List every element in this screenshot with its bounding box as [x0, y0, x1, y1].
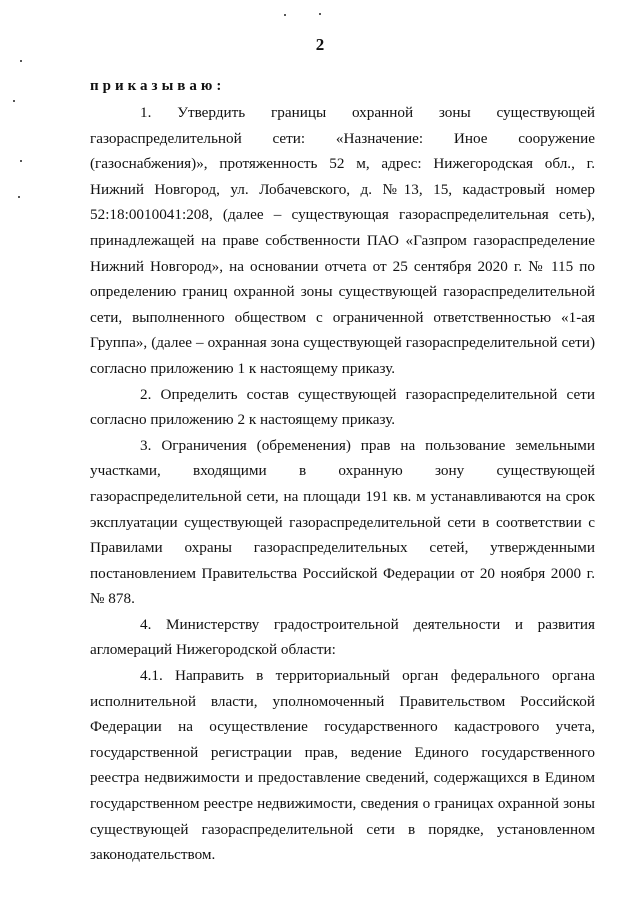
scan-speck [20, 160, 22, 162]
paragraph-2: 2. Определить состав существующей газораспределительной сети согласно приложению 2 к настоящему приказу. [90, 385, 595, 429]
scan-speck [20, 60, 22, 62]
document-body [90, 100, 595, 868]
order-heading: приказываю: [90, 78, 226, 94]
scan-speck [18, 196, 20, 198]
scan-speck [13, 100, 15, 102]
paragraph-4-1: 4.1. Направить в территориальный орган федерального органа исполнительной власти, уполномоченный Правительством Российской Федерации на осуществление государственного кадастрового учета, государственной регистрации прав, ведение Единого государственного реестра недвижимости и предоставление сведений, содержащихся в Едином государственном реестре недвижимости, сведения о границах охранной зоны существующей газораспределительной сети в порядке, установленном законодательством. [90, 667, 595, 864]
scan-speck [284, 14, 286, 16]
paragraph-3: 3. Ограничения (обременения) прав на пользование земельными участками, входящими в охранную зону существующей газораспределительной сети, на площади 191 кв. м устанавливаются на срок эксплуатации существующей газораспределительной сети в соответствии с Правилами охраны газораспределительных сетей, утвержденными постановлением Правительства Российской Федерации от 20 ноября 2000 г. № 878. [90, 436, 595, 608]
paragraph-4: 4. Министерству градостроительной деятельности и развития агломераций Нижегородской области: [90, 615, 595, 659]
paragraph-1: 1. Утвердить границы охранной зоны существующей газораспределительной сети: «Назначение: Иное сооружение (газоснабжения)», протяженность 52 м, адрес: Нижегородская обл., г. Нижний Новгород, ул. Лобачевского, д. №13, 15, кадастровый номер 52:18:0010041:208, (далее – существующая газораспределительная сеть), принадлежащей на праве собственности ПАО «Газпром газораспределение Нижний Новгород», на основании отчета от 25 сентября 2020 г. № 115 по определению границ охранной зоны существующей газораспределительной сети, выполненного обществом с ограниченной ответственностью «1-ая Группа», (далее – охранная зона существующей газораспределительной сети) согласно приложению 1 к настоящему приказу. [90, 104, 595, 377]
page-number: 2 [315, 35, 325, 54]
scan-speck [319, 13, 321, 15]
